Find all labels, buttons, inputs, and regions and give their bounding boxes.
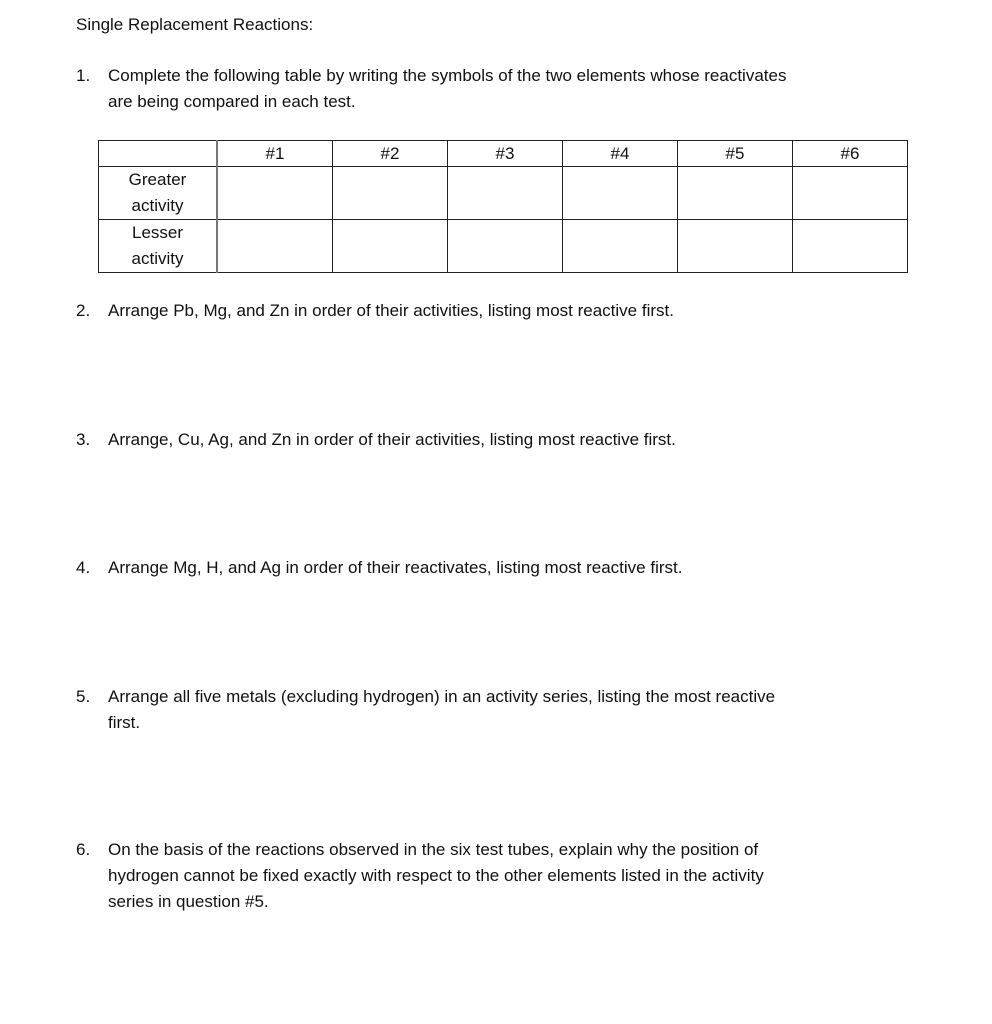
answer-cell[interactable] <box>793 220 908 273</box>
answer-cell[interactable] <box>678 220 793 273</box>
answer-cell[interactable] <box>793 167 908 220</box>
question-text: series in question #5. <box>108 892 269 911</box>
table-row-greater <box>99 167 908 220</box>
column-header: #1 <box>217 141 333 167</box>
row-label-line: activity <box>131 249 184 268</box>
answer-cell[interactable] <box>563 167 678 220</box>
question-number: 6. <box>76 840 91 859</box>
answer-cell[interactable] <box>217 167 333 220</box>
question-text: are being compared in each test. <box>108 92 356 111</box>
row-label-line: activity <box>131 196 184 215</box>
question-number: 1. <box>76 66 91 85</box>
question-number: 4. <box>76 558 91 577</box>
page-title: Single Replacement Reactions: <box>76 15 314 34</box>
row-label-line: Lesser <box>131 223 184 242</box>
question-number: 3. <box>76 430 91 449</box>
answer-cell[interactable] <box>678 167 793 220</box>
row-label <box>99 167 218 220</box>
table-corner-cell <box>99 141 218 167</box>
question-text: On the basis of the reactions observed in the six test tubes, explain why the position of <box>108 840 759 859</box>
column-header: #2 <box>333 141 448 167</box>
question-text: hydrogen cannot be fixed exactly with respect to the other elements listed in the activity <box>108 866 764 885</box>
question-text: Arrange, Cu, Ag, and Zn in order of their activities, listing most reactive first. <box>108 430 676 449</box>
answer-cell[interactable] <box>333 220 448 273</box>
question-text: Arrange Mg, H, and Ag in order of their reactivates, listing most reactive first. <box>108 558 683 577</box>
column-header: #4 <box>563 141 678 167</box>
column-header: #6 <box>793 141 908 167</box>
question-text: Complete the following table by writing the symbols of the two elements whose reactivates <box>108 66 787 85</box>
table-row-lesser <box>99 220 908 273</box>
answer-cell[interactable] <box>563 220 678 273</box>
activity-table <box>98 140 908 273</box>
table-header-row <box>99 141 908 167</box>
question-number: 2. <box>76 301 91 320</box>
answer-cell[interactable] <box>448 167 563 220</box>
answer-cell[interactable] <box>217 220 333 273</box>
row-label-line: Greater <box>128 170 187 189</box>
column-header: #5 <box>678 141 793 167</box>
question-number: 5. <box>76 687 91 706</box>
column-header: #3 <box>448 141 563 167</box>
question-text: Arrange all five metals (excluding hydrogen) in an activity series, listing the most reactive <box>108 687 776 706</box>
answer-cell[interactable] <box>448 220 563 273</box>
row-label <box>99 220 218 273</box>
question-text: Arrange Pb, Mg, and Zn in order of their activities, listing most reactive first. <box>108 301 674 320</box>
answer-cell[interactable] <box>333 167 448 220</box>
question-text: first. <box>108 713 141 732</box>
